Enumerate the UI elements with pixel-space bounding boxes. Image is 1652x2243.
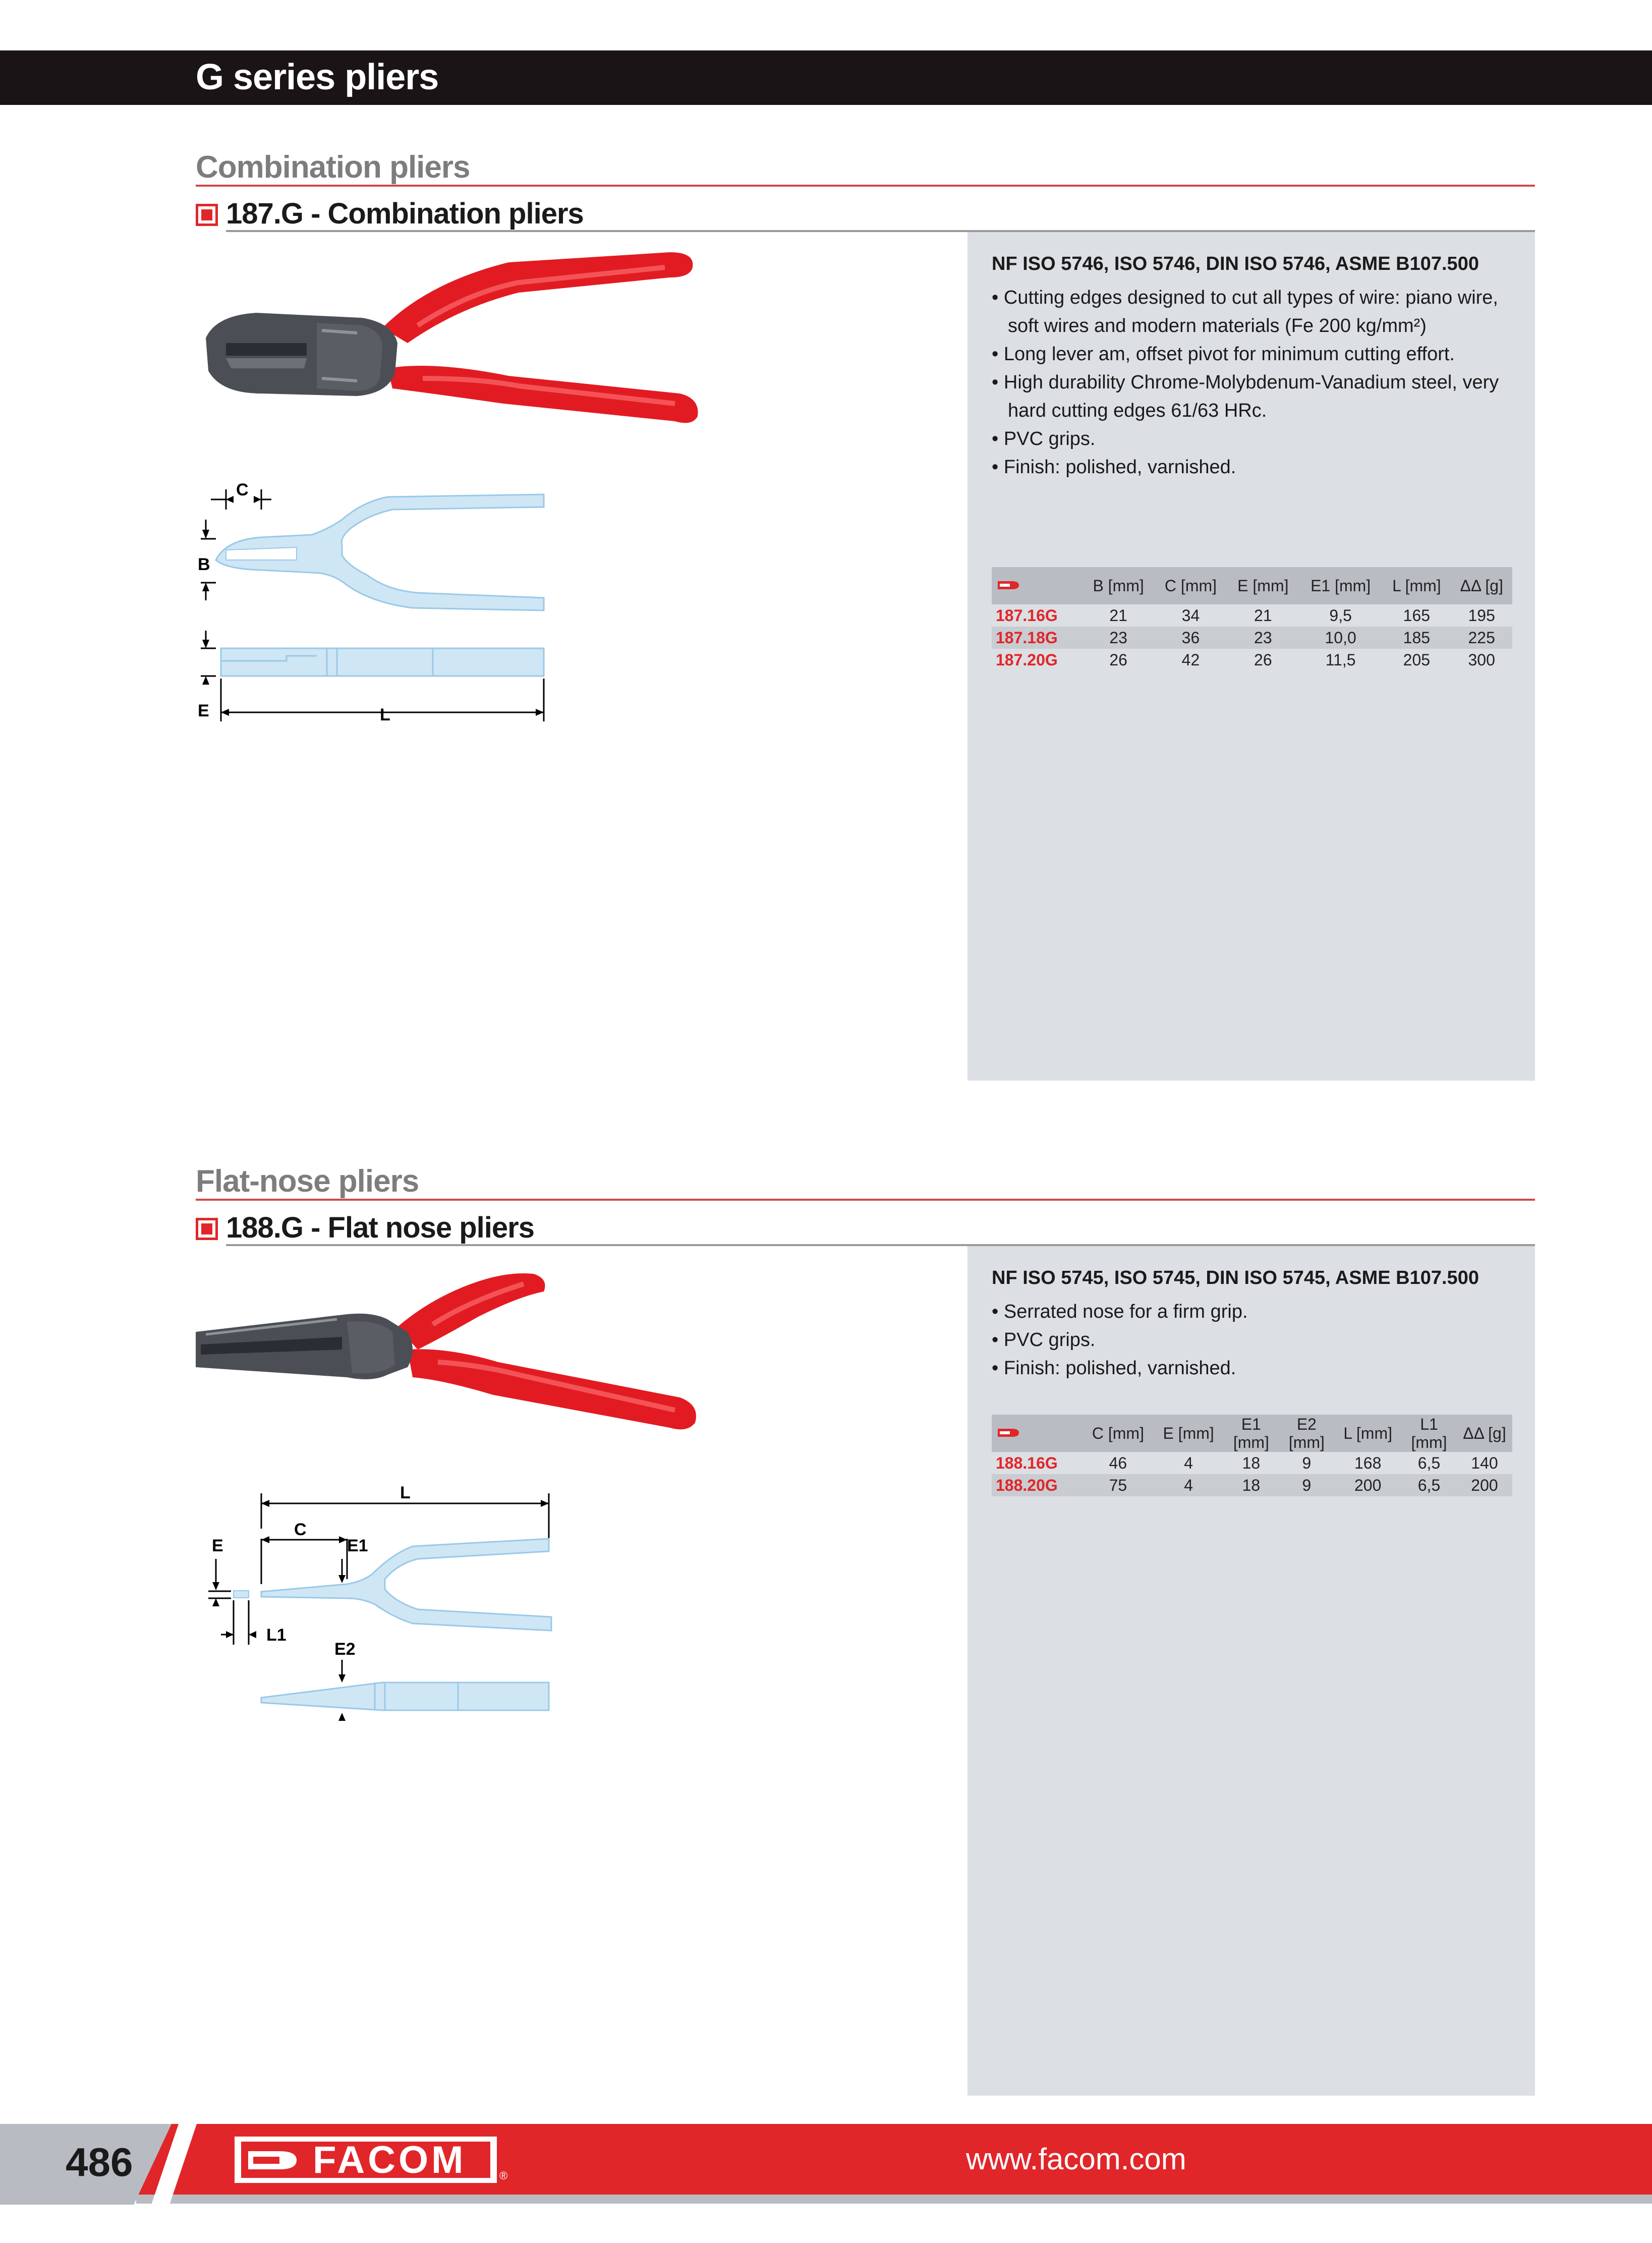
dim-label-c: C xyxy=(236,480,249,499)
col-header: E [mm] xyxy=(1227,567,1299,604)
table-cell: 34 xyxy=(1154,604,1227,627)
table-row xyxy=(992,649,1512,671)
table-cell: 140 xyxy=(1457,1452,1512,1474)
col-header: C [mm] xyxy=(1154,567,1227,604)
feature-item: • Finish: polished, varnished. xyxy=(992,1354,1506,1382)
dim-label-e1: E1 xyxy=(347,1536,368,1555)
flat-nose-pliers-diagram xyxy=(196,1483,569,1725)
table-cell: 11,5 xyxy=(1299,649,1382,671)
col-header: L1 [mm] xyxy=(1401,1415,1457,1452)
product-marker-icon xyxy=(196,1218,218,1240)
facom-ref-icon xyxy=(992,1415,1083,1452)
col-header: E1 [mm] xyxy=(1299,567,1382,604)
registered-mark-icon: ® xyxy=(499,2169,508,2182)
ref-cell: 187.20G xyxy=(992,649,1083,671)
dim-label-l: L xyxy=(400,1483,411,1502)
table-cell: 6,5 xyxy=(1401,1452,1457,1474)
spec-table-188g xyxy=(992,1415,1512,1496)
table-cell: 165 xyxy=(1382,604,1451,627)
table-cell: 21 xyxy=(1083,604,1154,627)
table-cell: 9,5 xyxy=(1299,604,1382,627)
table-cell: 46 xyxy=(1083,1452,1154,1474)
col-header: L [mm] xyxy=(1382,567,1451,604)
table-cell: 9 xyxy=(1279,1474,1334,1496)
table-cell: 23 xyxy=(1083,627,1154,649)
website-link[interactable]: www.facom.com xyxy=(966,2142,1186,2176)
section-rule xyxy=(196,185,1535,187)
standards-187g: NF ISO 5746, ISO 5746, DIN ISO 5746, ASME B107.500 xyxy=(992,253,1479,274)
col-header: ΔΔ [g] xyxy=(1457,1415,1512,1452)
col-header: B [mm] xyxy=(1083,567,1154,604)
facom-ref-icon xyxy=(992,567,1083,604)
feature-list-187g xyxy=(992,284,1506,481)
spec-table-187g xyxy=(992,567,1512,671)
col-header: C [mm] xyxy=(1083,1415,1154,1452)
dim-label-e: E xyxy=(198,701,209,720)
table-cell: 21 xyxy=(1227,604,1299,627)
feature-list-188g xyxy=(992,1298,1506,1382)
ref-cell: 187.16G xyxy=(992,604,1083,627)
table-cell: 18 xyxy=(1223,1474,1279,1496)
facom-brand-text: FACOM xyxy=(313,2139,467,2181)
table-cell: 200 xyxy=(1334,1474,1401,1496)
table-cell: 168 xyxy=(1334,1452,1401,1474)
table-cell: 4 xyxy=(1154,1474,1224,1496)
table-cell: 9 xyxy=(1279,1452,1334,1474)
col-header: L [mm] xyxy=(1334,1415,1401,1452)
section-heading-combination: Combination pliers xyxy=(196,150,470,185)
feature-item: • Long lever am, offset pivot for minimum cutting effort. xyxy=(992,340,1506,368)
footer-bottom-line xyxy=(136,2195,1652,2204)
table-cell: 225 xyxy=(1451,627,1512,649)
table-cell: 26 xyxy=(1083,649,1154,671)
table-row xyxy=(992,1474,1512,1496)
dim-label-e2: E2 xyxy=(334,1640,356,1659)
table-cell: 4 xyxy=(1154,1452,1224,1474)
table-cell: 200 xyxy=(1457,1474,1512,1496)
section-heading-flat-nose: Flat-nose pliers xyxy=(196,1164,419,1199)
feature-item: • PVC grips. xyxy=(992,1326,1506,1354)
dim-label-l1: L1 xyxy=(266,1625,287,1645)
table-row xyxy=(992,604,1512,627)
product-title-187g: 187.G - Combination pliers xyxy=(226,197,584,230)
combination-pliers-diagram xyxy=(196,479,559,721)
table-cell: 36 xyxy=(1154,627,1227,649)
table-row xyxy=(992,627,1512,649)
table-cell: 205 xyxy=(1382,649,1451,671)
table-cell: 10,0 xyxy=(1299,627,1382,649)
table-cell: 26 xyxy=(1227,649,1299,671)
table-cell: 23 xyxy=(1227,627,1299,649)
standards-188g: NF ISO 5745, ISO 5745, DIN ISO 5745, ASME B107.500 xyxy=(992,1267,1479,1288)
table-cell: 195 xyxy=(1451,604,1512,627)
feature-item: • Cutting edges designed to cut all types of wire: piano wire, soft wires and modern materials (Fe 200 kg/mm²) xyxy=(992,284,1506,340)
feature-item: • PVC grips. xyxy=(992,425,1506,453)
ref-cell: 187.18G xyxy=(992,627,1083,649)
product-marker-icon xyxy=(196,204,218,226)
col-header: E [mm] xyxy=(1154,1415,1224,1452)
dim-label-e: E xyxy=(212,1536,223,1555)
page-title: G series pliers xyxy=(196,57,439,97)
ref-cell: 188.16G xyxy=(992,1452,1083,1474)
table-cell: 42 xyxy=(1154,649,1227,671)
table-cell: 300 xyxy=(1451,649,1512,671)
flat-nose-pliers-image xyxy=(196,1261,710,1443)
section-rule xyxy=(196,1199,1535,1201)
ref-cell: 188.20G xyxy=(992,1474,1083,1496)
dim-label-b: B xyxy=(198,555,210,574)
facom-wrench-icon xyxy=(246,2148,302,2172)
feature-item: • Finish: polished, varnished. xyxy=(992,453,1506,481)
page-number: 486 xyxy=(66,2140,133,2184)
feature-item: • High durability Chrome-Molybdenum-Vanadium steel, very hard cutting edges 61/63 HRc. xyxy=(992,368,1506,425)
table-cell: 6,5 xyxy=(1401,1474,1457,1496)
product-title-188g: 188.G - Flat nose pliers xyxy=(226,1211,534,1244)
col-header: ΔΔ [g] xyxy=(1451,567,1512,604)
dim-label-l: L xyxy=(380,705,390,721)
col-header: E2 [mm] xyxy=(1279,1415,1334,1452)
feature-item: • Serrated nose for a firm grip. xyxy=(992,1298,1506,1326)
table-cell: 75 xyxy=(1083,1474,1154,1496)
dim-label-c: C xyxy=(294,1520,307,1539)
table-cell: 18 xyxy=(1223,1452,1279,1474)
col-header: E1 [mm] xyxy=(1223,1415,1279,1452)
combination-pliers-image xyxy=(196,242,710,434)
table-row xyxy=(992,1452,1512,1474)
table-cell: 185 xyxy=(1382,627,1451,649)
